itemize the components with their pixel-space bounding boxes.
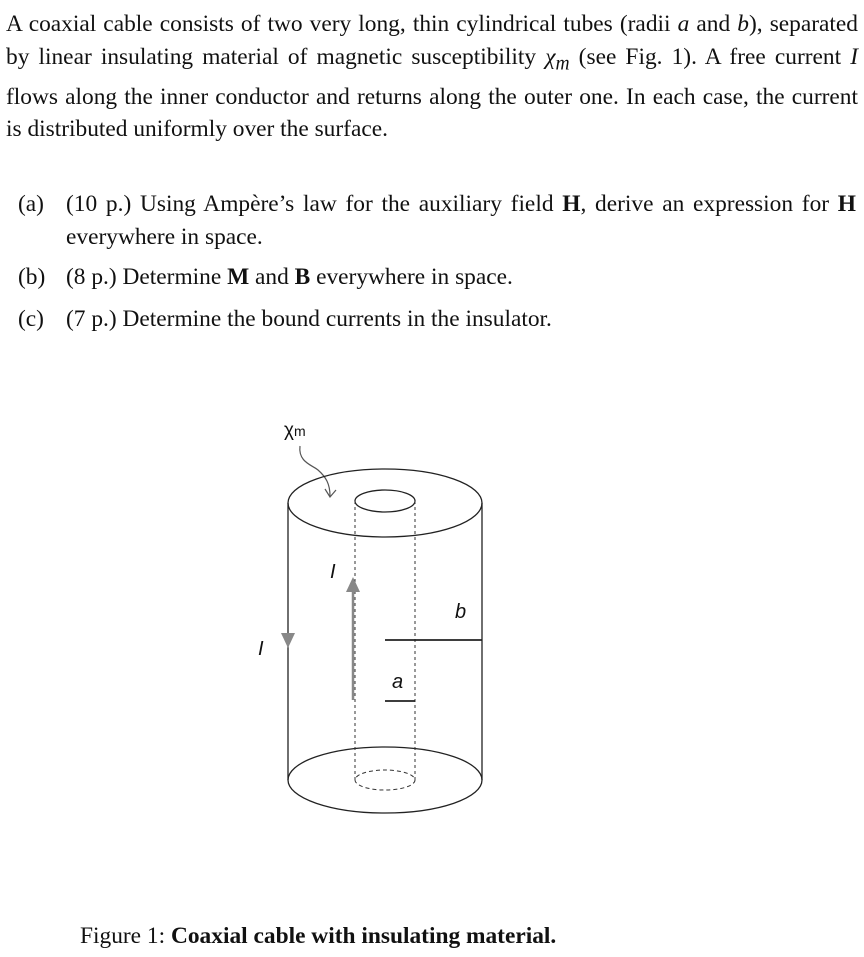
part-c-text-1: Determine the bound currents in the insulator. bbox=[116, 306, 552, 332]
part-a-points: (10 p.) bbox=[66, 191, 132, 217]
radius-a-label: a bbox=[392, 671, 404, 693]
intro-text-2: and bbox=[689, 11, 738, 37]
chi-pointer-curve bbox=[300, 446, 330, 496]
var-a: a bbox=[677, 11, 690, 37]
inner-current-arrowhead bbox=[346, 577, 360, 592]
part-a-text-1: Using Ampère’s law for the auxiliary field bbox=[131, 191, 563, 217]
outer-current-arrowhead bbox=[281, 633, 295, 648]
var-b: b bbox=[737, 11, 749, 37]
part-b-label: (b) bbox=[18, 264, 46, 290]
part-a-label: (a) bbox=[18, 191, 44, 217]
caption-prefix: Figure 1: bbox=[80, 923, 171, 949]
part-b-text-1: Determine bbox=[116, 264, 228, 290]
chi-subscript: m bbox=[555, 53, 570, 75]
inner-top-ellipse bbox=[355, 490, 415, 512]
intro-text-3: ), separated by linear insulating material of magnetic susceptibility bbox=[6, 11, 859, 70]
figure-caption bbox=[80, 920, 556, 952]
part-a-text-2: , derive an expression for bbox=[580, 191, 838, 217]
chi-symbol: χ bbox=[545, 43, 556, 70]
intro-text-4: (see Fig. 1). A free current bbox=[569, 43, 851, 70]
intro-text-5: flows along the inner conductor and returns along the outer one. In each case, the current is distributed uniformly over the surface. bbox=[6, 83, 858, 143]
part-a-H-2: H bbox=[837, 191, 856, 217]
part-b-M: M bbox=[227, 264, 250, 290]
part-c-label: (c) bbox=[18, 306, 44, 332]
part-b-points: (8 p.) bbox=[66, 264, 117, 290]
inner-current-label: I bbox=[330, 561, 336, 583]
outer-top-ellipse bbox=[288, 469, 482, 537]
part-a-H-1: H bbox=[562, 191, 581, 217]
radius-b-label: b bbox=[455, 601, 467, 623]
part-b-text-3: everywhere in space. bbox=[310, 264, 513, 290]
part-a-text-3: everywhere in space. bbox=[66, 223, 263, 250]
part-b-B: B bbox=[294, 264, 311, 290]
inner-bottom-ellipse bbox=[355, 770, 415, 790]
caption-title: Coaxial cable with insulating material. bbox=[170, 923, 557, 949]
var-I: I bbox=[850, 43, 858, 70]
part-c-points: (7 p.) bbox=[66, 306, 117, 332]
outer-bottom-ellipse bbox=[288, 747, 482, 813]
part-b-text-2: and bbox=[249, 264, 295, 290]
outer-current-label: I bbox=[258, 638, 264, 660]
intro-text-1: A coaxial cable consists of two very long, thin cylindrical tubes (radii bbox=[6, 11, 678, 37]
figure-chi-label: χm bbox=[284, 420, 306, 441]
